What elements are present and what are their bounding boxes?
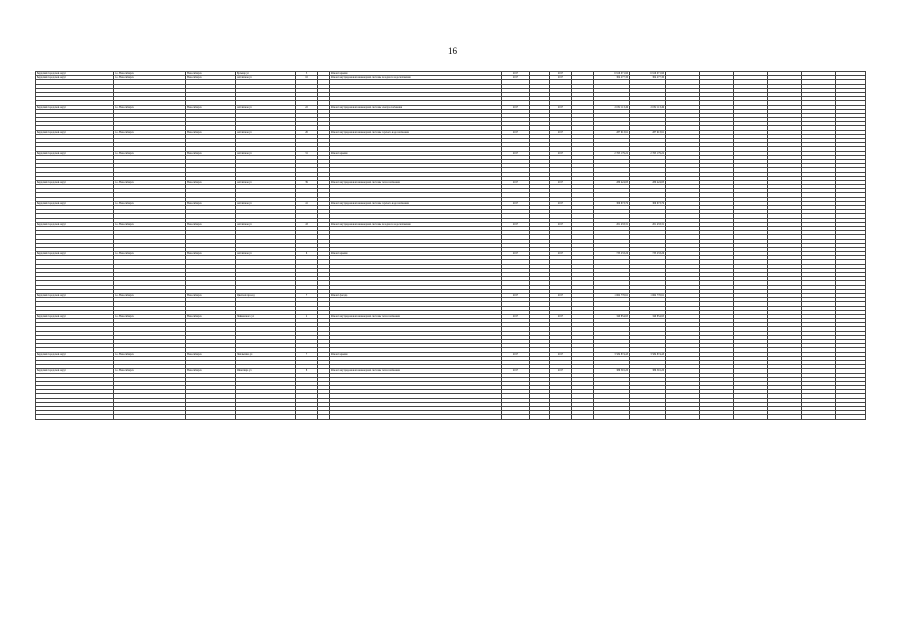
year-cell: 2017 bbox=[502, 105, 530, 109]
blank-cell bbox=[666, 415, 700, 419]
work-cell: Ремонт внутридомовой инженерной системы электроснабжения bbox=[330, 105, 502, 109]
table-row bbox=[36, 415, 866, 419]
sum-cell: 309 673,79 bbox=[594, 201, 630, 205]
street-cell: Цветной проезд bbox=[236, 293, 296, 297]
work-cell: Ремонт внутридомовой инженерной системы теплоснабжения bbox=[330, 180, 502, 184]
work-cell: Ремонт крыши bbox=[330, 352, 502, 356]
sum-cell: 3 584 874,43 bbox=[594, 352, 630, 356]
year-cell: 2017 bbox=[550, 314, 572, 318]
blank-cell bbox=[836, 415, 866, 419]
year-cell: 2017 bbox=[502, 72, 530, 76]
year-cell: 2017 bbox=[550, 130, 572, 134]
street-cell: Алтайская ул bbox=[236, 222, 296, 226]
street-cell: Алтайская ул bbox=[236, 252, 296, 256]
sum-cell: 1 662 776,91 bbox=[630, 293, 666, 297]
year-cell bbox=[550, 415, 572, 419]
house-cell: 7 bbox=[296, 352, 318, 356]
year-cell: 2017 bbox=[502, 314, 530, 318]
blank-cell bbox=[802, 415, 836, 419]
settlement-cell: г.о. Новосибирск bbox=[114, 352, 186, 356]
house-cell: 8 bbox=[296, 369, 318, 373]
district-cell: Бердский городской округ bbox=[36, 293, 114, 297]
sum-cell: 2 765 179,22 bbox=[630, 151, 666, 155]
settlement-cell: г.о. Новосибирск bbox=[114, 72, 186, 76]
sum-cell: 733 233,26 bbox=[630, 252, 666, 256]
street-cell: Алтайская ул bbox=[236, 180, 296, 184]
blank-cell bbox=[572, 415, 594, 419]
city-cell: Новосибирск bbox=[186, 352, 236, 356]
house-cell: 6 bbox=[296, 252, 318, 256]
settlement-cell: г.о. Новосибирск bbox=[114, 314, 186, 318]
year-cell: 2017 bbox=[550, 180, 572, 184]
city-cell: Новосибирск bbox=[186, 293, 236, 297]
district-cell: Бердский городской округ bbox=[36, 201, 114, 205]
year-cell: 2017 bbox=[550, 252, 572, 256]
district-cell: Бердский городской округ bbox=[36, 314, 114, 318]
blank-cell bbox=[530, 415, 550, 419]
work-cell: Ремонт внутридомовой инженерной системы горячего водоснабжения bbox=[330, 130, 502, 134]
district-cell: Бердский городской округ bbox=[36, 369, 114, 373]
blank-cell bbox=[700, 415, 734, 419]
sum-cell: 386 591,20 bbox=[630, 369, 666, 373]
street-cell: Алтайская ул bbox=[236, 105, 296, 109]
work-cell: Ремонт внутридомовой инженерной системы холодного водоснабжения bbox=[330, 222, 502, 226]
year-cell: 2017 bbox=[502, 76, 530, 80]
district-cell: Бердский городской округ bbox=[36, 252, 114, 256]
settlement-cell: г.о. Новосибирск bbox=[114, 151, 186, 155]
sum-cell: 386 591,20 bbox=[594, 369, 630, 373]
sum-cell: 3 584 874,43 bbox=[630, 352, 666, 356]
year-cell: 2017 bbox=[550, 222, 572, 226]
city-cell: Новосибирск bbox=[186, 180, 236, 184]
house-cell: 31 bbox=[296, 151, 318, 155]
settlement-cell: г.о. Новосибирск bbox=[114, 76, 186, 80]
city-cell: Новосибирск bbox=[186, 105, 236, 109]
settlement-cell: г.о. Новосибирск bbox=[114, 222, 186, 226]
street-cell: Шекспира ул bbox=[236, 369, 296, 373]
sum-cell: 201 433,31 bbox=[594, 222, 630, 226]
house-cell: 43 bbox=[296, 222, 318, 226]
year-cell: 2017 bbox=[502, 352, 530, 356]
year-cell: 2017 bbox=[502, 180, 530, 184]
house-cell: 3 bbox=[296, 72, 318, 76]
blank-cell bbox=[734, 415, 768, 419]
sum-cell: 309 673,79 bbox=[630, 201, 666, 205]
district-cell: Бердский городской округ bbox=[36, 76, 114, 80]
sum-cell: 340 854,95 bbox=[594, 314, 630, 318]
sum-cell: 340 854,95 bbox=[630, 314, 666, 318]
sum-cell: 6 916 071,90 bbox=[630, 72, 666, 76]
work-cell: Ремонт внутридомовой инженерной системы горячего водоснабжения bbox=[330, 201, 502, 205]
sum-cell: 2 032 113,49 bbox=[594, 105, 630, 109]
settlement-cell: г.о. Новосибирск bbox=[114, 201, 186, 205]
district-cell: Бердский городской округ bbox=[36, 105, 114, 109]
sum-cell: 280 424,83 bbox=[594, 180, 630, 184]
sum-cell bbox=[594, 415, 630, 419]
blank-cell bbox=[768, 415, 802, 419]
street-cell: Чаплыгина ул bbox=[236, 352, 296, 356]
sum-cell: 304 277,30 bbox=[594, 76, 630, 80]
house-cell: 2 bbox=[296, 314, 318, 318]
sum-cell bbox=[630, 415, 666, 419]
district-cell: Бердский городской округ bbox=[36, 72, 114, 76]
city-cell: Новосибирск bbox=[186, 252, 236, 256]
street-cell: Алтайская ул bbox=[236, 76, 296, 80]
work-cell: Ремонт внутридомовой инженерной системы теплоснабжения bbox=[330, 369, 502, 373]
work-cell: Ремонт крыши bbox=[330, 151, 502, 155]
city-cell: Новосибирск bbox=[186, 369, 236, 373]
settlement-cell: г.о. Новосибирск bbox=[114, 293, 186, 297]
year-cell: 2017 bbox=[550, 105, 572, 109]
sum-cell: 1 662 776,91 bbox=[594, 293, 630, 297]
house-cell: 7 bbox=[296, 293, 318, 297]
year-cell: 2017 bbox=[550, 201, 572, 205]
city-cell: Новосибирск bbox=[186, 130, 236, 134]
year-cell: 2017 bbox=[550, 293, 572, 297]
district-cell bbox=[36, 415, 114, 419]
year-cell: 2017 bbox=[502, 201, 530, 205]
work-cell: Ремонт фасада bbox=[330, 293, 502, 297]
district-cell: Бердский городской округ bbox=[36, 222, 114, 226]
year-cell: 2017 bbox=[550, 352, 572, 356]
settlement-cell: г.о. Новосибирск bbox=[114, 369, 186, 373]
sum-cell: 6 916 071,90 bbox=[594, 72, 630, 76]
settlement-cell bbox=[114, 415, 186, 419]
house-cell: 22 bbox=[296, 105, 318, 109]
sum-cell: 2 765 179,22 bbox=[594, 151, 630, 155]
year-cell: 2017 bbox=[502, 151, 530, 155]
city-cell bbox=[186, 415, 236, 419]
street-cell: Алтайская ул bbox=[236, 201, 296, 205]
work-cell: Ремонт крыши bbox=[330, 252, 502, 256]
house-cell: 26 bbox=[296, 130, 318, 134]
year-cell: 2017 bbox=[550, 369, 572, 373]
city-cell: Новосибирск bbox=[186, 72, 236, 76]
sum-cell: 287 913,91 bbox=[594, 130, 630, 134]
year-cell: 2017 bbox=[502, 293, 530, 297]
sum-cell: 733 233,26 bbox=[594, 252, 630, 256]
sum-cell: 280 424,83 bbox=[630, 180, 666, 184]
year-cell: 2017 bbox=[502, 130, 530, 134]
year-cell: 2017 bbox=[502, 252, 530, 256]
year-cell: 2017 bbox=[550, 76, 572, 80]
year-cell bbox=[502, 415, 530, 419]
street-cell: Алтайская ул bbox=[236, 151, 296, 155]
city-cell: Новосибирск bbox=[186, 76, 236, 80]
district-cell: Бердский городской округ bbox=[36, 130, 114, 134]
year-cell: 2017 bbox=[502, 222, 530, 226]
work-cell: Ремонт крыши bbox=[330, 72, 502, 76]
district-cell: Бердский городской округ bbox=[36, 151, 114, 155]
settlement-cell: г.о. Новосибирск bbox=[114, 130, 186, 134]
work-cell bbox=[330, 415, 502, 419]
city-cell: Новосибирск bbox=[186, 222, 236, 226]
district-cell: Бердский городской округ bbox=[36, 180, 114, 184]
work-cell: Ремонт внутридомовой инженерной системы холодного водоснабжения bbox=[330, 76, 502, 80]
street-cell bbox=[236, 415, 296, 419]
house-cell: 41 bbox=[296, 201, 318, 205]
work-cell: Ремонт внутридомовой инженерной системы теплоснабжения bbox=[330, 314, 502, 318]
sum-cell: 201 433,31 bbox=[630, 222, 666, 226]
year-cell: 2017 bbox=[550, 151, 572, 155]
street-cell: Чайковского ул bbox=[236, 314, 296, 318]
sum-cell: 304 277,30 bbox=[630, 76, 666, 80]
year-cell: 2017 bbox=[550, 72, 572, 76]
house-cell: 16 bbox=[296, 76, 318, 80]
street-cell: Бульвар ул bbox=[236, 72, 296, 76]
city-cell: Новосибирск bbox=[186, 201, 236, 205]
register-table bbox=[35, 71, 866, 420]
house-cell: 39 bbox=[296, 180, 318, 184]
page-number: 16 bbox=[448, 46, 457, 56]
sum-cell: 287 913,91 bbox=[630, 130, 666, 134]
district-cell: Бердский городской округ bbox=[36, 352, 114, 356]
city-cell: Новосибирск bbox=[186, 151, 236, 155]
city-cell: Новосибирск bbox=[186, 314, 236, 318]
house-cell bbox=[296, 415, 318, 419]
settlement-cell: г.о. Новосибирск bbox=[114, 252, 186, 256]
settlement-cell: г.о. Новосибирск bbox=[114, 180, 186, 184]
street-cell: Алтайская ул bbox=[236, 130, 296, 134]
year-cell: 2017 bbox=[502, 369, 530, 373]
blank-cell bbox=[318, 415, 330, 419]
sum-cell: 2 032 113,49 bbox=[630, 105, 666, 109]
settlement-cell: г.о. Новосибирск bbox=[114, 105, 186, 109]
